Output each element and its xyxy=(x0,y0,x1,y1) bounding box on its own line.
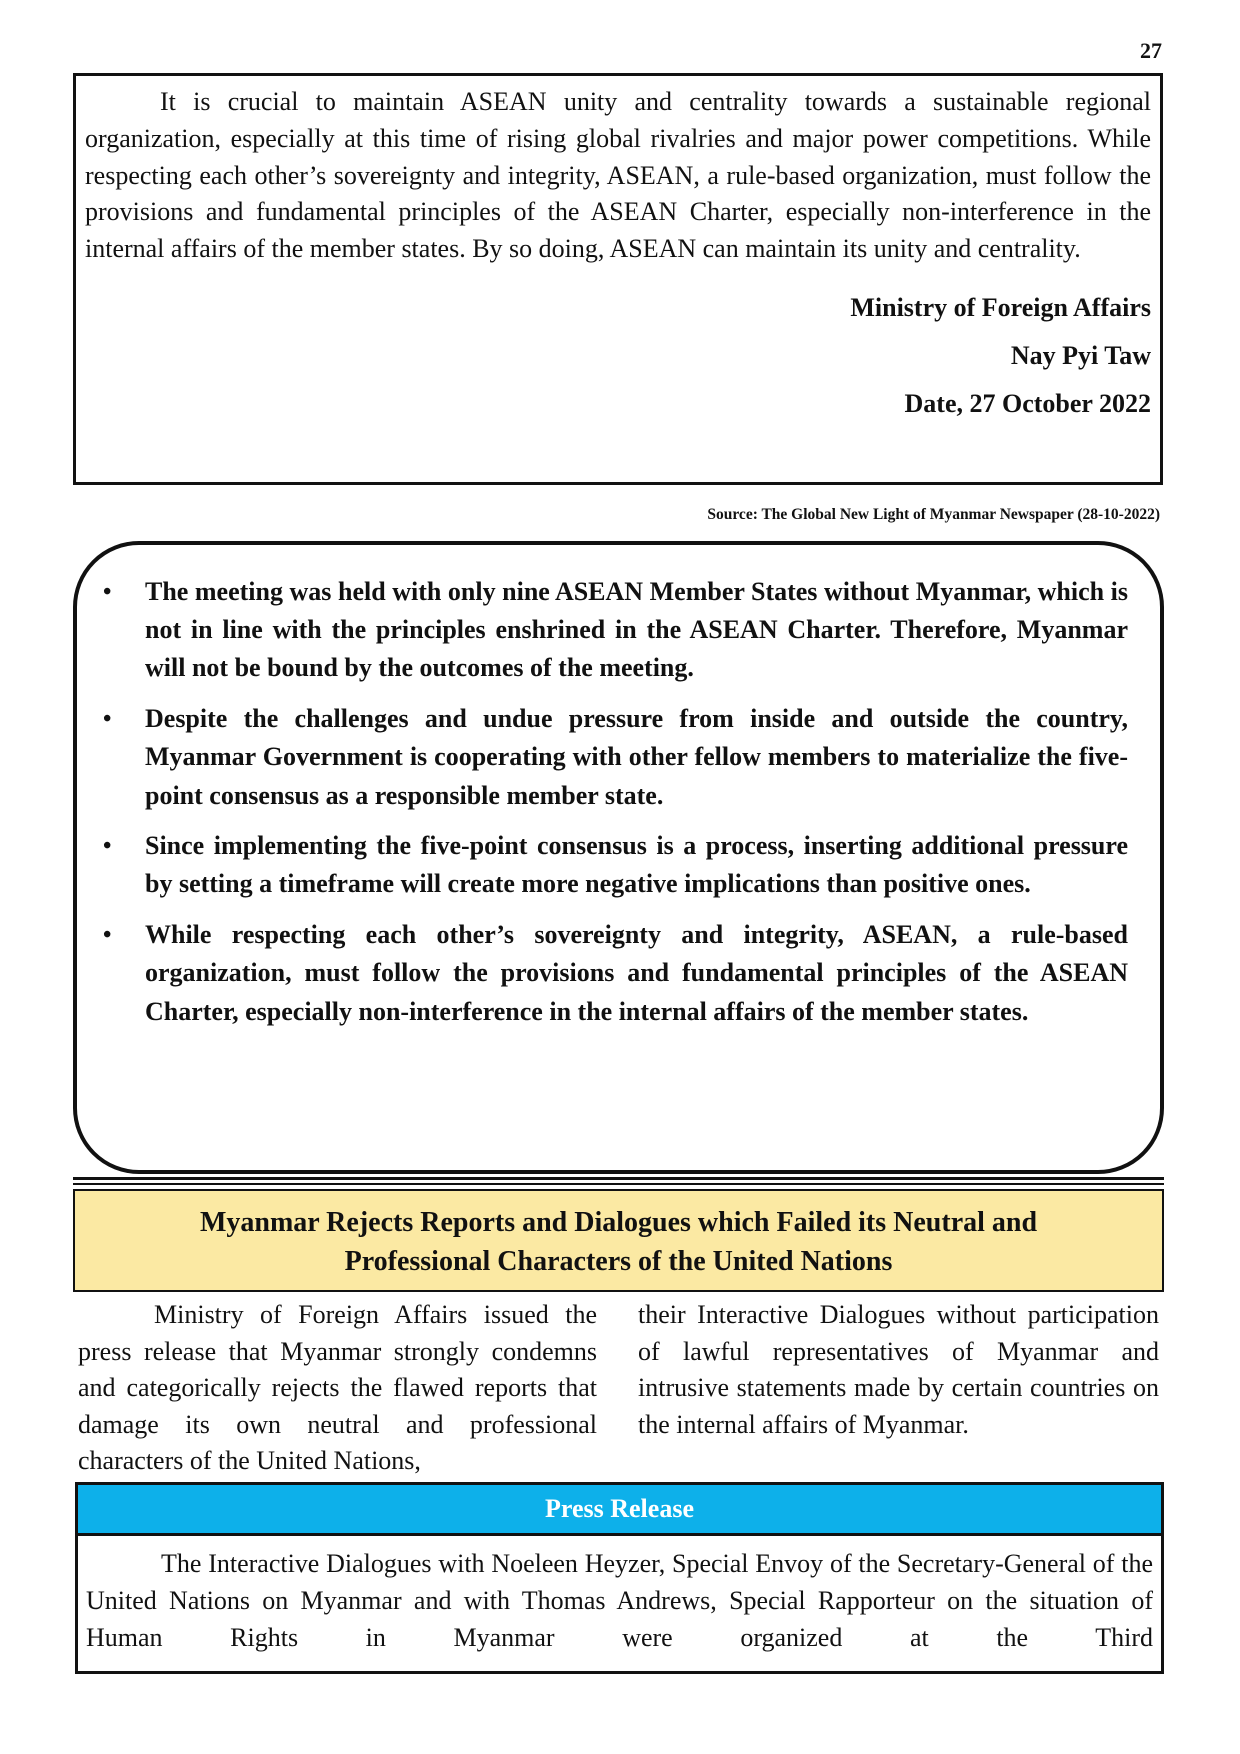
key-points-box xyxy=(73,541,1164,1174)
article-headline xyxy=(73,1189,1164,1292)
key-point-text: While respecting each other’s sovereignty and integrity, ASEAN, a rule-based organization, must follow the provisions and fundamental principles of the ASEAN Charter, especially non-interference in the internal affairs of the member states. xyxy=(145,920,1128,1026)
page-number: 27 xyxy=(1140,38,1162,63)
press-release-heading: Press Release xyxy=(75,1482,1164,1536)
press-release-paragraph: The Interactive Dialogues with Noeleen Heyzer, Special Envoy of the Secretary-General of the United Nations on Myanmar and with Thomas Andrews, Special Rapporteur on the situation of Human Rights in Myanmar were organized at the Third xyxy=(86,1549,1153,1652)
key-point-text: Despite the challenges and undue pressure from inside and outside the country, Myanmar Government is cooperating with other fellow members to materialize the five-point consensus as a responsible member state. xyxy=(145,704,1128,810)
key-point-item xyxy=(103,827,1128,903)
statement-box xyxy=(73,73,1163,485)
section-divider-thin xyxy=(73,1183,1164,1185)
article-column-left xyxy=(78,1297,597,1480)
headline-line-2: Professional Characters of the United Nations xyxy=(344,1246,893,1277)
statement-paragraph: It is crucial to maintain ASEAN unity and centrality towards a sustainable regional organization, especially at this time of rising global rivalries and major power competitions. While respecting each other’s sovereignty and integrity, ASEAN, a rule-based organization, must follow the provisions and fundamental principles of the ASEAN Charter, especially non-interference in the internal affairs of the member states. By so doing, ASEAN can maintain its unity and centrality. xyxy=(85,87,1151,264)
bullet-icon: • xyxy=(103,706,112,733)
key-point-item xyxy=(103,916,1128,1031)
signature-date: Date, 27 October 2022 xyxy=(904,388,1151,418)
article-column-right xyxy=(638,1297,1159,1443)
source-citation: Source: The Global New Light of Myanmar Newspaper (28-10-2022) xyxy=(707,506,1160,523)
signature-place: Nay Pyi Taw xyxy=(1010,340,1151,370)
press-release-box xyxy=(75,1536,1164,1674)
key-point-item xyxy=(103,700,1128,815)
bullet-icon: • xyxy=(103,579,112,605)
section-divider xyxy=(73,1177,1164,1180)
key-point-item xyxy=(103,573,1128,688)
article-text-left: Ministry of Foreign Affairs issued the press release that Myanmar strongly condemns and categorically rejects the flawed reports that damage its own neutral and professional characters of the United Nations, xyxy=(78,1300,597,1476)
bullet-icon: • xyxy=(103,922,112,949)
signature-block xyxy=(85,284,1151,428)
article-text-right: their Interactive Dialogues without participation of lawful representatives of Myanmar and intrusive statements made by certain countries on the internal affairs of Myanmar. xyxy=(638,1300,1159,1439)
key-points-list xyxy=(103,573,1128,1031)
bullet-icon: • xyxy=(103,833,112,860)
key-point-text: The meeting was held with only nine ASEAN Member States without Myanmar, which is not in line with the principles enshrined in the ASEAN Charter. Therefore, Myanmar will not be bound by the outcomes of the meeting. xyxy=(145,577,1128,683)
signature-ministry: Ministry of Foreign Affairs xyxy=(850,292,1151,322)
key-point-text: Since implementing the five-point consensus is a process, inserting additional pressure by setting a timeframe will create more negative implications than positive ones. xyxy=(145,831,1128,899)
headline-line-1: Myanmar Rejects Reports and Dialogues which Failed its Neutral and xyxy=(199,1207,1038,1238)
